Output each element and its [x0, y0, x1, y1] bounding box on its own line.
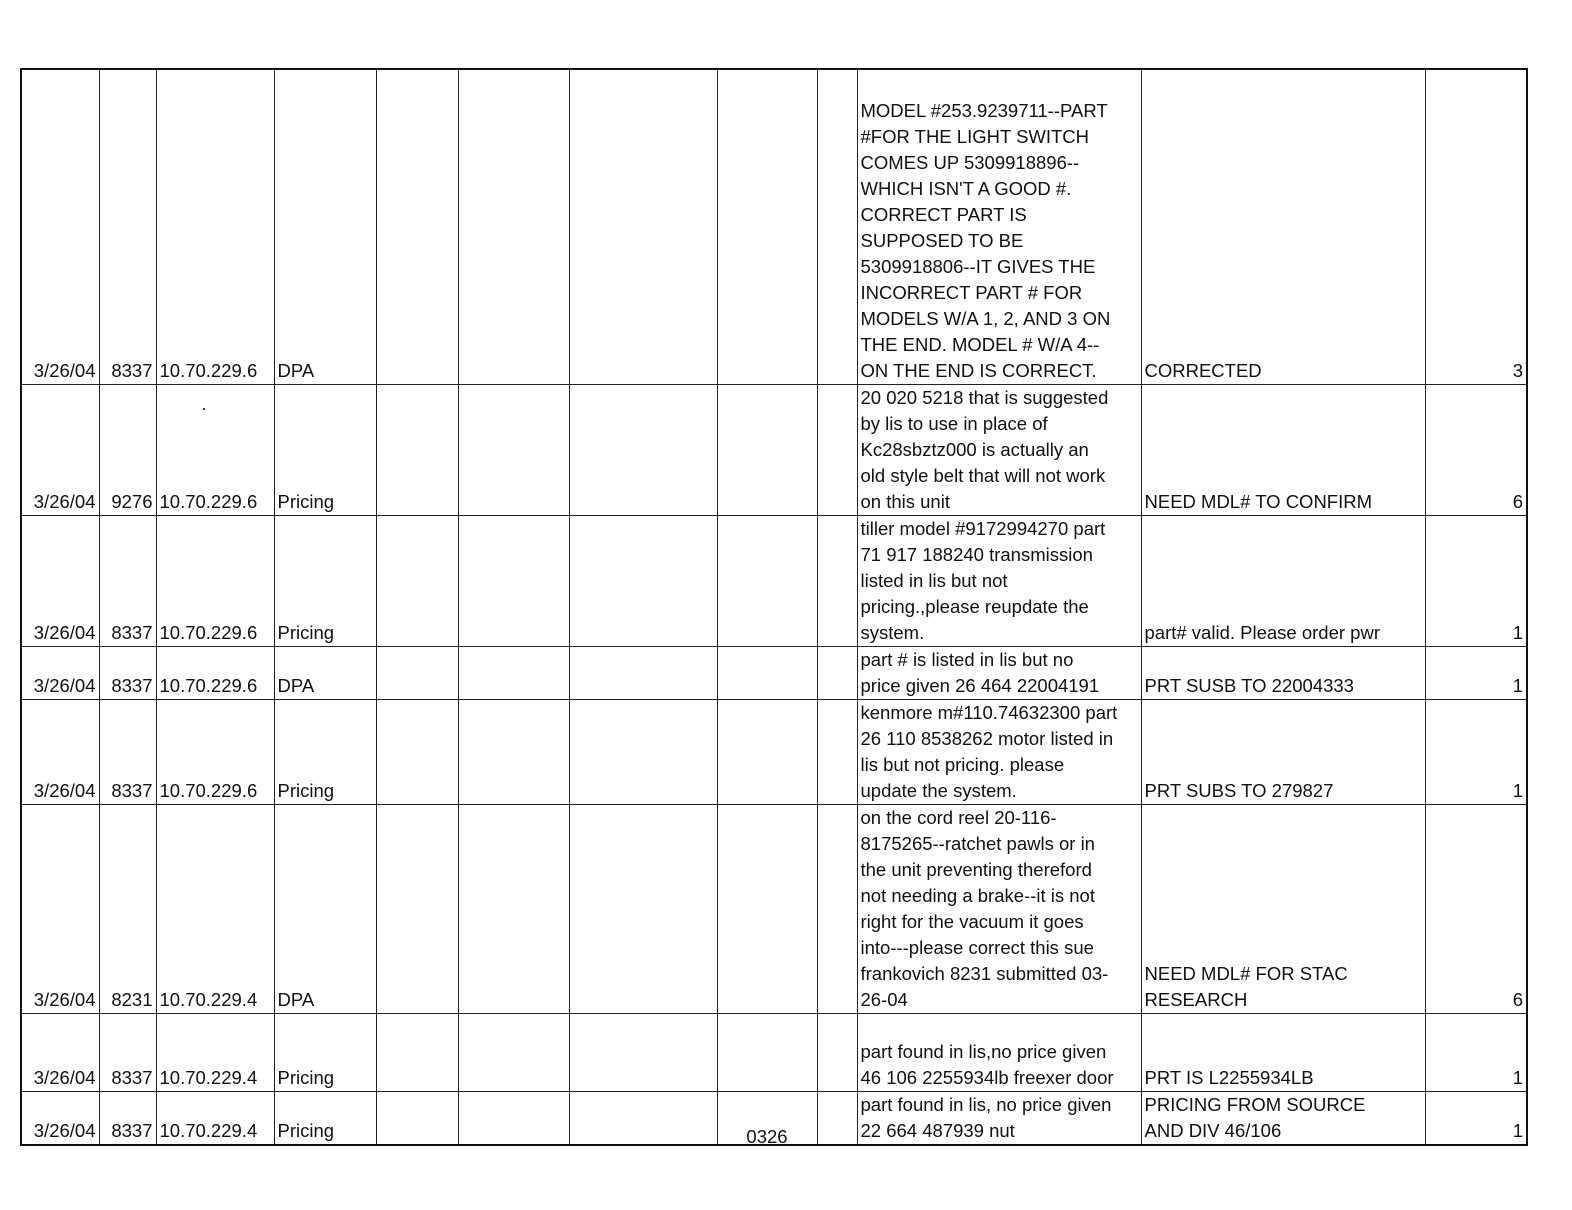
- empty-cell: [376, 516, 458, 647]
- count-cell: 3: [1425, 69, 1527, 385]
- table-row: [21, 1014, 1527, 1092]
- date-cell: 3/26/04: [21, 1014, 99, 1092]
- count-cell: 1: [1425, 1014, 1527, 1092]
- empty-cell: [569, 1092, 717, 1146]
- code-cell: 0326: [717, 1092, 817, 1146]
- scan-speck: [203, 408, 205, 410]
- empty-cell: [817, 700, 857, 805]
- empty-cell: [376, 805, 458, 1014]
- empty-cell: [458, 69, 569, 385]
- empty-cell: [376, 385, 458, 516]
- empty-cell: [458, 385, 569, 516]
- table-row: [21, 647, 1527, 700]
- log-table: [20, 68, 1528, 1146]
- resolution-cell: CORRECTED: [1141, 69, 1425, 385]
- empty-cell: [569, 647, 717, 700]
- date-cell: 3/26/04: [21, 516, 99, 647]
- empty-cell: [376, 700, 458, 805]
- empty-cell: [569, 385, 717, 516]
- date-cell: 3/26/04: [21, 647, 99, 700]
- ip-cell: 10.70.229.6: [156, 69, 274, 385]
- count-cell: 6: [1425, 805, 1527, 1014]
- code-cell: [717, 1014, 817, 1092]
- empty-cell: [569, 700, 717, 805]
- table-row: [21, 516, 1527, 647]
- date-cell: 3/26/04: [21, 69, 99, 385]
- type-cell: Pricing: [274, 1092, 376, 1146]
- code-cell: [717, 700, 817, 805]
- empty-cell: [458, 516, 569, 647]
- ip-cell: 10.70.229.6: [156, 516, 274, 647]
- ip-cell: 10.70.229.4: [156, 1092, 274, 1146]
- empty-cell: [458, 1092, 569, 1146]
- code-cell: [717, 69, 817, 385]
- ip-cell: 10.70.229.6: [156, 385, 274, 516]
- empty-cell: [817, 647, 857, 700]
- empty-cell: [458, 805, 569, 1014]
- resolution-cell: NEED MDL# FOR STAC RESEARCH: [1141, 805, 1425, 1014]
- count-cell: 1: [1425, 700, 1527, 805]
- type-cell: DPA: [274, 69, 376, 385]
- description-cell: tiller model #9172994270 part 71 917 188240 transmission listed in lis but not pricing.,please reupdate the system.: [857, 516, 1141, 647]
- empty-cell: [817, 69, 857, 385]
- empty-cell: [569, 1014, 717, 1092]
- code-cell: [717, 647, 817, 700]
- id-cell: 8337: [99, 516, 156, 647]
- empty-cell: [458, 647, 569, 700]
- table-row: [21, 700, 1527, 805]
- code-cell: [717, 516, 817, 647]
- description-cell: kenmore m#110.74632300 part 26 110 8538262 motor listed in lis but not pricing. please update the system.: [857, 700, 1141, 805]
- empty-cell: [817, 805, 857, 1014]
- resolution-cell: PRT SUSB TO 22004333: [1141, 647, 1425, 700]
- resolution-cell: PRT SUBS TO 279827: [1141, 700, 1425, 805]
- description-cell: part found in lis, no price given 22 664 487939 nut: [857, 1092, 1141, 1146]
- empty-cell: [817, 516, 857, 647]
- table-row: [21, 69, 1527, 385]
- description-cell: part found in lis,no price given 46 106 2255934lb freexer door: [857, 1014, 1141, 1092]
- empty-cell: [817, 1014, 857, 1092]
- type-cell: Pricing: [274, 385, 376, 516]
- id-cell: 8337: [99, 1092, 156, 1146]
- count-cell: 1: [1425, 1092, 1527, 1146]
- type-cell: Pricing: [274, 700, 376, 805]
- empty-cell: [817, 1092, 857, 1146]
- count-cell: 6: [1425, 385, 1527, 516]
- type-cell: Pricing: [274, 516, 376, 647]
- id-cell: 8337: [99, 647, 156, 700]
- date-cell: 3/26/04: [21, 385, 99, 516]
- ip-cell: 10.70.229.4: [156, 1014, 274, 1092]
- id-cell: 8231: [99, 805, 156, 1014]
- ip-cell: 10.70.229.6: [156, 647, 274, 700]
- resolution-cell: PRT IS L2255934LB: [1141, 1014, 1425, 1092]
- date-cell: 3/26/04: [21, 805, 99, 1014]
- date-cell: 3/26/04: [21, 1092, 99, 1146]
- empty-cell: [458, 1014, 569, 1092]
- empty-cell: [376, 69, 458, 385]
- empty-cell: [458, 700, 569, 805]
- count-cell: 1: [1425, 516, 1527, 647]
- table-row: [21, 1092, 1527, 1146]
- description-cell: MODEL #253.9239711--PART #FOR THE LIGHT SWITCH COMES UP 5309918896-- WHICH ISN'T A GOOD #. CORRECT PART IS SUPPOSED TO BE 5309918806--IT GIVES THE INCORRECT PART # FOR MODELS W/A 1, 2, AND 3 ON THE END. MODEL # W/A 4-- ON THE END IS CORRECT.: [857, 69, 1141, 385]
- empty-cell: [569, 69, 717, 385]
- id-cell: 9276: [99, 385, 156, 516]
- description-cell: on the cord reel 20-116- 8175265--ratchet pawls or in the unit preventing thereford not needing a brake--it is not right for the vacuum it goes into---please correct this sue frankovich 8231 submitted 03- 26-04: [857, 805, 1141, 1014]
- empty-cell: [376, 647, 458, 700]
- resolution-cell: NEED MDL# TO CONFIRM: [1141, 385, 1425, 516]
- type-cell: DPA: [274, 647, 376, 700]
- empty-cell: [569, 516, 717, 647]
- description-cell: part # is listed in lis but no price given 26 464 22004191: [857, 647, 1141, 700]
- ip-cell: 10.70.229.4: [156, 805, 274, 1014]
- type-cell: DPA: [274, 805, 376, 1014]
- empty-cell: [817, 385, 857, 516]
- table-row: [21, 805, 1527, 1014]
- date-cell: 3/26/04: [21, 700, 99, 805]
- resolution-cell: PRICING FROM SOURCE AND DIV 46/106: [1141, 1092, 1425, 1146]
- empty-cell: [376, 1014, 458, 1092]
- id-cell: 8337: [99, 700, 156, 805]
- empty-cell: [569, 805, 717, 1014]
- empty-cell: [376, 1092, 458, 1146]
- code-cell: [717, 805, 817, 1014]
- resolution-cell: part# valid. Please order pwr: [1141, 516, 1425, 647]
- type-cell: Pricing: [274, 1014, 376, 1092]
- id-cell: 8337: [99, 69, 156, 385]
- ip-cell: 10.70.229.6: [156, 700, 274, 805]
- id-cell: 8337: [99, 1014, 156, 1092]
- code-cell: [717, 385, 817, 516]
- description-cell: 20 020 5218 that is suggested by lis to use in place of Kc28sbztz000 is actually an old style belt that will not work on this unit: [857, 385, 1141, 516]
- table-row: [21, 385, 1527, 516]
- count-cell: 1: [1425, 647, 1527, 700]
